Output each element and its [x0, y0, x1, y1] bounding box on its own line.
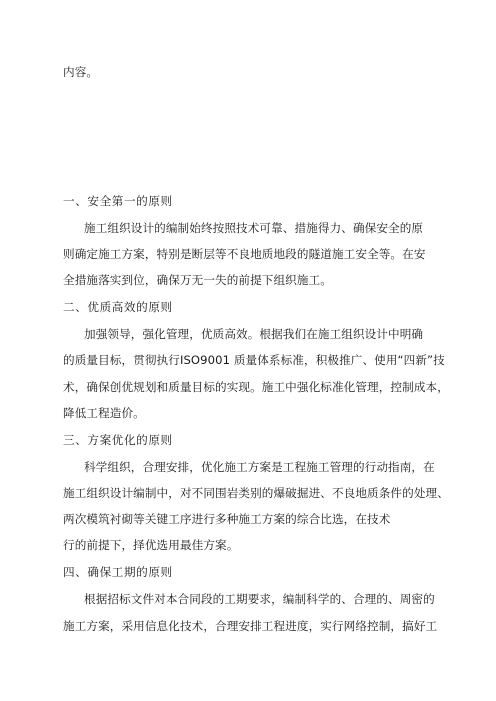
body-text-line: 的质量目标，贯彻执行ISO9001 质量体系标准，积极推广、使用“四新”技: [63, 353, 445, 367]
body-text-line: 行的前提下，择优选用最佳方案。: [63, 538, 239, 552]
section-heading-safety: 一、安全第一的原则: [63, 194, 173, 208]
body-text-line: 降低工程造价。: [63, 406, 145, 420]
body-text-line: 则确定施工方案，特别是断层等不良地质地段的隧道施工安全等。在安: [63, 247, 426, 261]
body-text-line: 两次模筑衬砌等关键工序进行多种施工方案的综合比选，在技术: [63, 512, 391, 526]
section-heading-schedule: 四、确保工期的原则: [63, 565, 173, 579]
body-text-line: 科学组织，合理安排，优化施工方案是工程施工管理的行动指南，在: [84, 460, 435, 474]
body-text-line: 根据招标文件对本合同段的工期要求，编制科学的、合理的、周密的: [84, 592, 435, 606]
body-text-line: 施工组织设计的编制始终按照技术可靠、措施得力、确保安全的原: [84, 221, 424, 235]
body-text-line: 术，确保创优规划和质量目标的实现。施工中强化标准化管理，控制成本，: [63, 380, 449, 394]
paragraph-tail: 内容。: [63, 65, 99, 79]
body-text-line: 施工组织设计编制中，对不同围岩类别的爆破掘进、不良地质条件的处理、: [63, 486, 449, 500]
body-text-line: 加强领导，强化管理，优质高效。根据我们在施工组织设计中明确: [84, 327, 424, 341]
body-text-line: 全措施落实到位，确保万无一失的前提下组织施工。: [63, 273, 332, 287]
section-heading-quality: 二、优质高效的原则: [63, 300, 173, 314]
body-text-line: 施工方案，采用信息化技术，合理安排工程进度，实行网络控制，搞好工: [63, 619, 438, 633]
section-heading-optimization: 三、方案优化的原则: [63, 433, 173, 447]
